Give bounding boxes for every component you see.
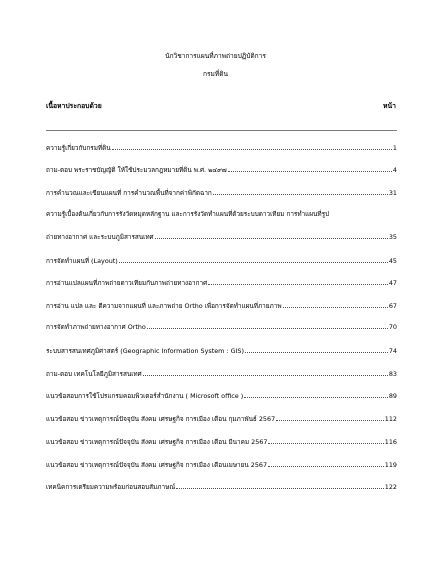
toc-leader-dots: [208, 283, 388, 285]
toc-entry-title: ถ่ายทางอากาศ และระบบภูมิสารสนเทศ: [46, 233, 154, 241]
toc-leader-dots: [112, 148, 392, 150]
toc-entry-title: แนวข้อสอบการใช้โปรแกรมคอมพิวเตอร์สำนักงาน ( Microsoft office ): [46, 392, 244, 400]
toc-entry-page: 67: [388, 302, 397, 310]
toc-leader-dots: [268, 442, 383, 444]
toc-leader-dots: [155, 237, 388, 239]
document-subtitle: กรมที่ดิน: [202, 70, 229, 78]
toc-entry-page: 70: [388, 323, 397, 331]
toc-entry-page: 89: [388, 392, 397, 400]
toc-leader-dots: [143, 374, 388, 376]
toc-entry-title: การคำนวณและเขียนแผนที่ การคำนวณพื้นที่จากค่าพิกัดฉาก: [46, 189, 212, 197]
toc-entry: [46, 437, 397, 446]
toc-entry-page: 119: [384, 461, 397, 469]
toc-entry-title: การอ่านแปลแผนที่ภาพถ่ายดาวเทียมกับภาพถ่ายทางอากาศ: [46, 279, 208, 287]
toc-entry: [46, 209, 397, 218]
toc-entry: [46, 232, 397, 241]
toc-entry-title: ความรู้เบื้องต้นเกี่ยวกับการรังวัดหมุดหลักฐาน และการรังวัดทำแผนที่ด้วยระบบดาวเทียม การทำแผนที่รูป: [46, 210, 330, 218]
toc-entry: [46, 369, 397, 378]
toc-entry-title: การอ่าน แปล และ ตีความจากแผนที่ และภาพถ่าย Ortho เพื่อการจัดทำแผนที่ภายภาพ: [46, 302, 282, 310]
toc-entry: [46, 346, 397, 355]
toc-entry: [46, 460, 397, 469]
header-divider: [46, 130, 397, 131]
toc-leader-dots: [228, 170, 392, 172]
toc-entry-page: 83: [388, 370, 397, 378]
toc-leader-dots: [276, 419, 384, 421]
toc-entry-title: ถาม-ตอบ เทคโนโลยีภูมิสารสนเทศ: [46, 370, 142, 378]
toc-entry: [46, 143, 397, 152]
toc-entry-page: 47: [388, 279, 397, 287]
toc-entry-title: ถาม-ตอบ พระราชบัญญัติ ให้ใช้ประมวลกฎหมายที่ดิน พ.ศ. ๒๔๙๗: [46, 166, 227, 174]
toc-leader-dots: [268, 465, 384, 467]
toc-entry-page: 122: [384, 483, 397, 491]
document-title: นักวิชาการแผนที่ภาพถ่ายปฏิบัติการ: [165, 52, 266, 60]
toc-entry: [46, 256, 397, 265]
toc-entry: [46, 322, 397, 331]
toc-entry-title: เทคนิคการเตรียมความพร้อมก่อนสอบสัมภาษณ์: [46, 483, 176, 491]
contents-heading: เนื้อหาประกอบด้วย: [46, 102, 102, 110]
toc-entry-page: 31: [388, 189, 397, 197]
toc-leader-dots: [119, 261, 388, 263]
toc-entry-title: การจัดทำภาพถ่ายทางอากาศ Ortho: [46, 323, 146, 331]
toc-entry-title: แนวข้อสอบ ข่าวเหตุการณ์ปัจจุบัน สังคม เศรษฐกิจ การเมือง เดือน กุมภาพันธ์ 2567: [46, 415, 276, 423]
toc-entry-page: 112: [384, 415, 397, 423]
toc-entry-title: แนวข้อสอบ ข่าวเหตุการณ์ปัจจุบัน สังคม เศรษฐกิจ การเมือง เดือน มีนาคม 2567: [46, 438, 268, 446]
toc-entry: [46, 301, 397, 310]
toc-leader-dots: [176, 487, 384, 489]
toc-entry: [46, 482, 397, 491]
toc-leader-dots: [245, 351, 388, 353]
toc-entry-title: แนวข้อสอบ ข่าวเหตุการณ์ปัจจุบัน สังคม เศรษฐกิจ การเมือง เดือนเมษายน 2567: [46, 461, 268, 469]
toc-entry: [46, 391, 397, 400]
toc-leader-dots: [330, 215, 396, 216]
toc-leader-dots: [213, 193, 388, 195]
toc-entry: [46, 414, 397, 423]
toc-entry: [46, 278, 397, 287]
toc-entry-title: ระบบสารสนเทศภูมิศาสตร์ (Geographic Information System : GIS): [46, 347, 244, 355]
toc-leader-dots: [283, 306, 388, 308]
toc-entry: [46, 165, 397, 174]
toc-entry-page: 45: [388, 257, 397, 265]
toc-entry: [46, 188, 397, 197]
toc-entry-page: 4: [392, 166, 397, 174]
toc-entry-page: 35: [388, 233, 397, 241]
toc-entry-page: 74: [388, 347, 397, 355]
toc-leader-dots: [147, 327, 388, 329]
page-column-heading: หน้า: [383, 102, 396, 110]
toc-entry-page: 1: [392, 144, 397, 152]
toc-leader-dots: [244, 396, 388, 398]
toc-entry-title: ความรู้เกี่ยวกับกรมที่ดิน: [46, 144, 111, 152]
toc-entry-page: 116: [384, 438, 397, 446]
toc-entry-title: การจัดทำแผนที่ (Layout): [46, 257, 118, 265]
